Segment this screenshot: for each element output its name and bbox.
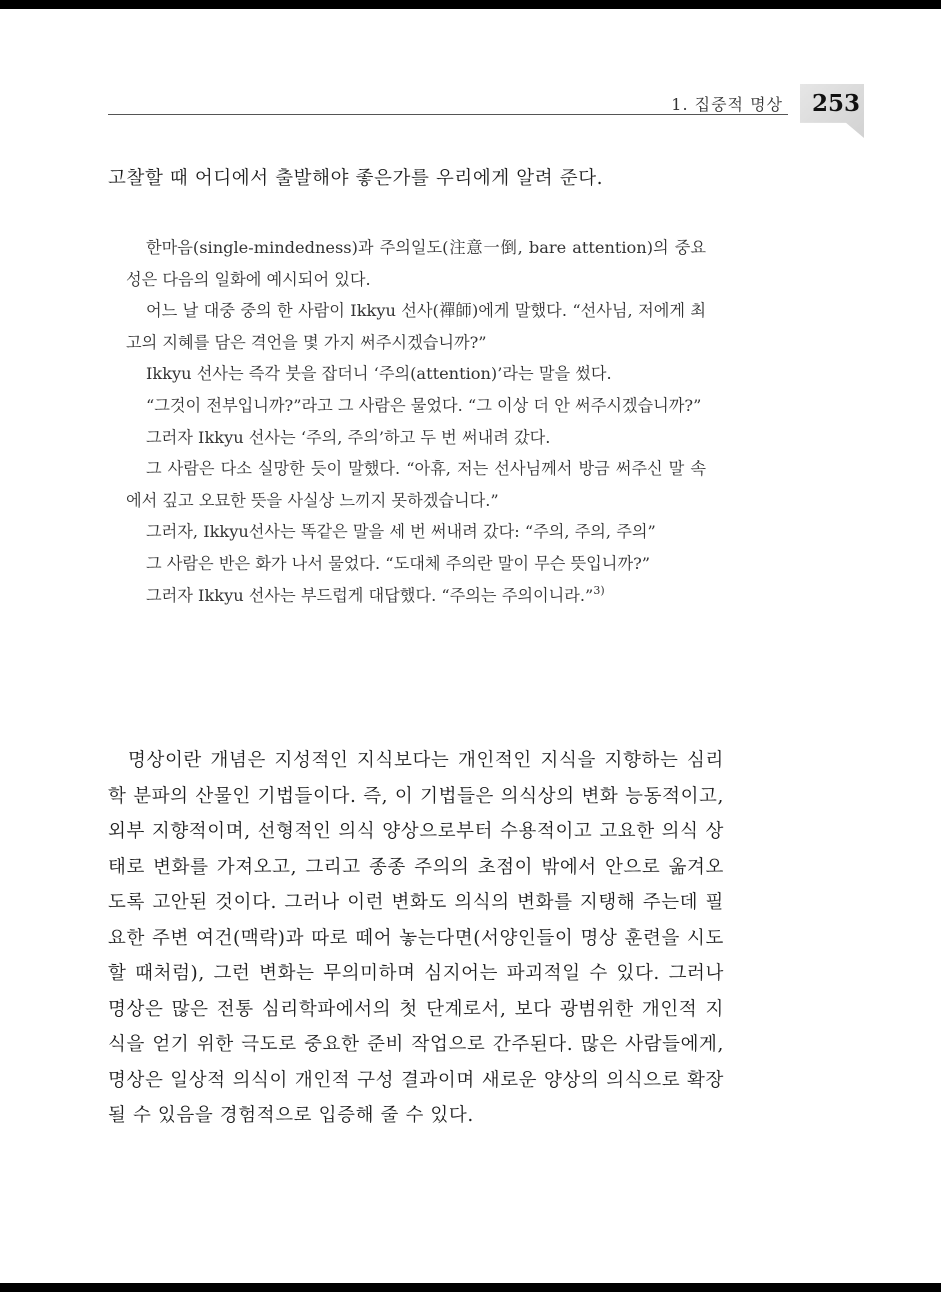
quote-paragraph: 그러자, Ikkyu선사는 똑같은 말을 세 번 써내려 갔다: “주의, 주의, 주의” bbox=[146, 522, 656, 542]
quote-paragraph: Ikkyu 선사는 즉각 붓을 잡더니 ‘주의(attention)’라는 말을 썼다. bbox=[146, 364, 612, 384]
zen-anecdote-quote bbox=[126, 232, 706, 611]
quote-paragraph: 그 사람은 반은 화가 나서 물었다. “도대체 주의란 말이 무슨 뜻입니까?” bbox=[146, 553, 651, 573]
quote-paragraph: 그 사람은 다소 실망한 듯이 말했다. “아휴, 저는 선사님께서 방금 써주신 말 속에서 깊고 오묘한 뜻을 사실상 느끼지 못하겠습니다.” bbox=[126, 459, 706, 510]
top-border-bar bbox=[0, 0, 941, 9]
page-number: 253 bbox=[812, 90, 861, 117]
footnote-marker: 3) bbox=[593, 583, 605, 597]
quote-paragraph: “그것이 전부입니까?”라고 그 사람은 물었다. “그 이상 더 안 써주시겠습니까?” bbox=[146, 395, 702, 415]
main-body bbox=[108, 743, 724, 1134]
running-header-chapter: 1. 집중적 명상 bbox=[671, 95, 783, 114]
header-rule bbox=[108, 114, 788, 115]
bottom-border-bar bbox=[0, 1283, 941, 1292]
quote-paragraph: 어느 날 대중 중의 한 사람이 Ikkyu 선사(禪師)에게 말했다. “선사님, 저에게 최고의 지혜를 담은 격언을 몇 가지 써주시겠습니까?” bbox=[126, 301, 706, 352]
quote-paragraph-last bbox=[126, 580, 706, 612]
quote-paragraph: 한마음(single-mindedness)과 주의일도(注意一倒, bare attention)의 중요성은 다음의 일화에 예시되어 있다. bbox=[126, 238, 706, 289]
main-paragraph: 명상이란 개념은 지성적인 지식보다는 개인적인 지식을 지향하는 심리학 분파의 산물인 기법들이다. 즉, 이 기법들은 의식상의 변화 능동적이고, 외부 지향적이며, 선형적인 의식 양상으로부터 수용적이고 고요한 의식 상태로 변화를 가져오고, 그리고 종종 주의의 초점이 밖에서 안으로 옮겨오도록 고안된 것이다. 그러나 이런 변화도 의식의 변화를 지탱해 주는데 필요한 주변 여건(맥락)과 따로 떼어 놓는다면(서양인들이 명상 훈련을 시도할 때처럼), 그런 변화는 무의미하며 심지어는 파괴적일 수 있다. 그러나 명상은 많은 전통 심리학파에서의 첫 단계로서, 보다 광범위한 개인적 지식을 얻기 위한 극도로 중요한 준비 작업으로 간주된다. 많은 사람들에게, 명상은 일상적 의식이 개인적 구성 결과이며 새로운 양상의 의식으로 확장될 수 있음을 경험적으로 입증해 줄 수 있다. bbox=[108, 750, 724, 1126]
quote-paragraph: 그러자 Ikkyu 선사는 ‘주의, 주의’하고 두 번 써내려 갔다. bbox=[146, 427, 551, 447]
quote-last-text: 그러자 Ikkyu 선사는 부드럽게 대답했다. “주의는 주의이니라.” bbox=[146, 585, 594, 605]
opening-line: 고찰할 때 어디에서 출발해야 좋은가를 우리에게 알려 준다. bbox=[108, 168, 604, 189]
